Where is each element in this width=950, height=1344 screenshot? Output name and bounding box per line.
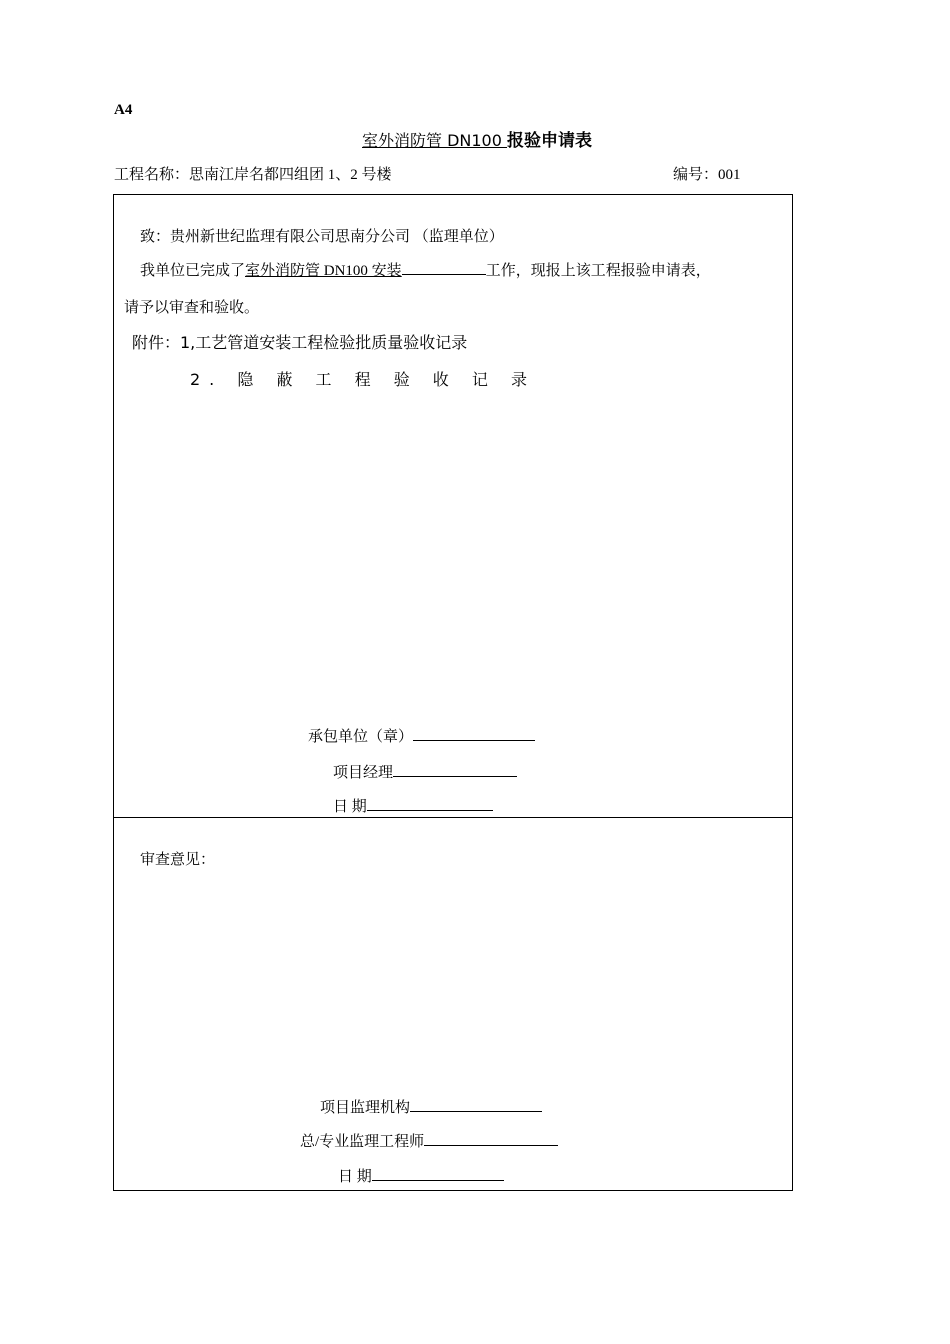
engineer-signature [300, 1130, 558, 1151]
engineer-label: 总/专业监理工程师 [300, 1134, 425, 1150]
supervision-org-signature [320, 1096, 542, 1117]
completed-work: 室外消防管 DN100 安装 [245, 263, 402, 279]
review-section [113, 817, 793, 1191]
review-date [338, 1165, 504, 1186]
form-number: 编号：001 [673, 167, 741, 183]
attachment-2: 2. 隐 蔽 工 程 验 收 记 录 [190, 370, 536, 389]
addressee: 致：贵州新世纪监理有限公司思南分公司 （监理单位） [140, 229, 504, 245]
work-blank [402, 260, 486, 275]
form-title-suffix: 报验申请表 [507, 131, 593, 151]
body-suffix: 工作，现报上该工程报验申请表， [485, 263, 711, 279]
manager-blank [393, 762, 517, 777]
date-label: 日 期 [333, 799, 367, 815]
contractor-signature [308, 725, 535, 746]
engineer-blank [424, 1131, 558, 1146]
review-date-label: 日 期 [338, 1169, 372, 1185]
form-title [362, 126, 592, 151]
supervision-org-blank [410, 1097, 542, 1112]
date-blank [367, 796, 493, 811]
contractor-blank [413, 726, 535, 741]
body-prefix: 我单位已完成了 [140, 263, 246, 279]
manager-signature [333, 761, 517, 782]
manager-label: 项目经理 [333, 765, 394, 781]
contractor-label: 承包单位（章） [308, 729, 414, 745]
attachment-1: 附件：1,工艺管道安装工程检验批质量验收记录 [132, 333, 468, 352]
application-date [333, 795, 493, 816]
application-body [140, 259, 711, 280]
application-body-line2: 请予以审查和验收。 [124, 300, 260, 316]
review-date-blank [372, 1166, 504, 1181]
application-section [113, 194, 793, 818]
document-code: A4 [114, 102, 133, 118]
supervision-org-label: 项目监理机构 [320, 1100, 411, 1116]
form-title-subject: 室外消防管 DN100 [362, 131, 508, 150]
project-name: 工程名称：思南江岸名都四组团 1、2 号楼 [114, 167, 392, 183]
review-opinion-label: 审查意见： [140, 852, 216, 868]
